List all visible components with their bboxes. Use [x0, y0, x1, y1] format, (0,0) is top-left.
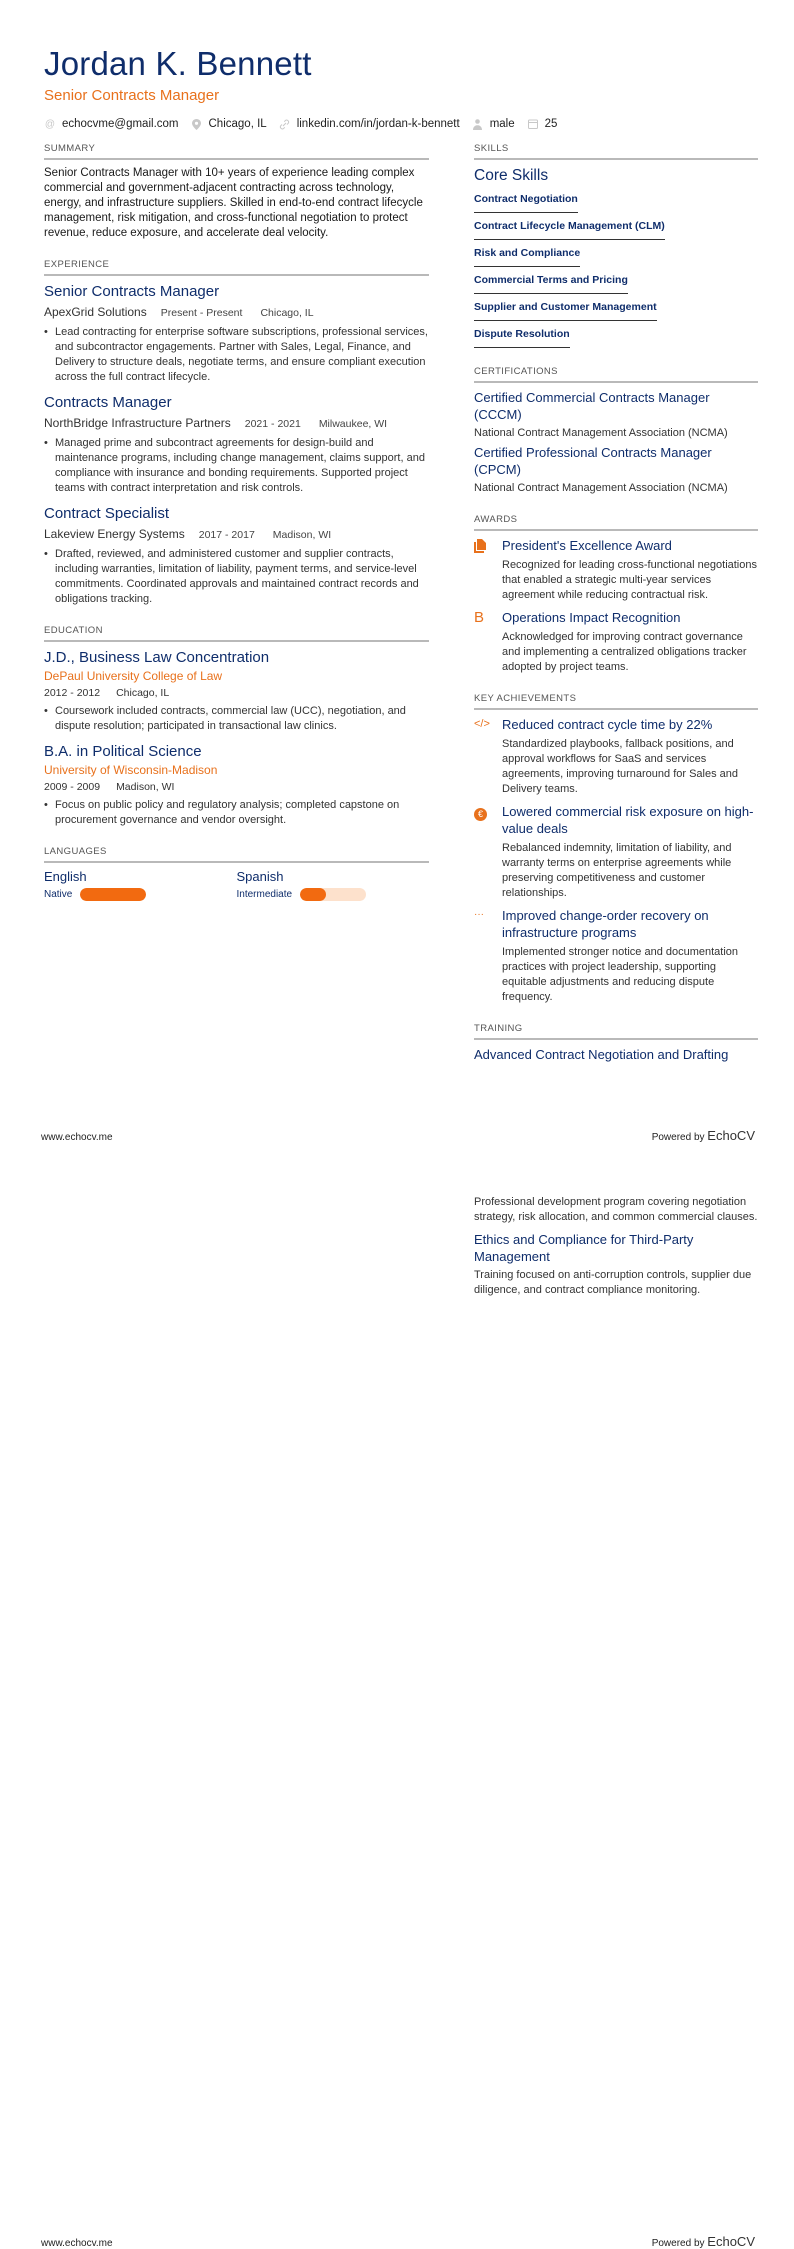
achievement-item [474, 907, 758, 1005]
language-item [44, 869, 237, 901]
award-item [474, 537, 758, 603]
section-heading: CERTIFICATIONS [474, 366, 758, 383]
training-description: Training focused on anti-corruption controls, supplier due diligence, and contract compliance monitoring. [474, 1269, 752, 1296]
location-pin-icon [191, 118, 203, 130]
job-meta [44, 526, 429, 543]
education-entry [44, 648, 429, 734]
ellipsis-icon: ··· [474, 909, 484, 920]
degree-title: J.D., Business Law Concentration [44, 649, 270, 666]
achievements-section [474, 693, 758, 1005]
contact-age [527, 118, 558, 130]
achievement-title: Improved change-order recovery on infrastructure programs [502, 908, 709, 940]
candidate-name: Jordan K. Bennett [44, 45, 312, 82]
section-heading: LANGUAGES [44, 846, 429, 863]
job-title: Senior Contracts Manager [44, 283, 220, 300]
document-icon [474, 537, 502, 603]
at-icon: @ [44, 118, 56, 130]
job-company: ApexGrid Solutions [44, 305, 147, 319]
award-description: Acknowledged for improving contract governance and implementing a centralized obligations tracker adopted by project teams. [502, 631, 747, 673]
job-title: Contract Specialist [44, 505, 170, 522]
certification-title: Certified Commercial Contracts Manager (CCCM) [474, 390, 710, 422]
powered-prefix: Powered by [651, 1132, 705, 1143]
section-heading: SUMMARY [44, 143, 429, 160]
contact-age-value: 25 [544, 118, 558, 130]
skills-group-title: Core Skills [474, 167, 549, 184]
footer-website[interactable]: www.echocv.me [41, 1132, 113, 1143]
education-location: Madison, WI [116, 781, 175, 793]
award-item [474, 609, 758, 675]
language-level: Intermediate [236, 889, 293, 900]
proficiency-fill [300, 888, 326, 901]
education-bullet: • Focus on public policy and regulatory analysis; completed capstone on procurement governance and vendor oversight. [44, 798, 429, 828]
code-icon: </> [474, 718, 490, 730]
section-heading: TRAINING [474, 1023, 758, 1040]
achievement-description: Rebalanced indemnity, limitation of liability, and warranty terms on enterprise agreements while preserving competitiveness and customer relationships. [502, 842, 732, 899]
education-dates: 2009 - 2009 [44, 781, 101, 793]
language-level-row [44, 888, 237, 901]
job-company: NorthBridge Infrastructure Partners [44, 416, 231, 430]
language-item [237, 869, 430, 901]
training-continued [474, 1195, 758, 1298]
achievement-description: Implemented stronger notice and documentation practices with project leadership, supporting equitable adjustments and reducing dispute frequency. [502, 946, 739, 1003]
skill-item: Supplier and Customer Management [474, 300, 657, 321]
language-level: Native [44, 889, 73, 900]
education-meta [44, 780, 429, 794]
skill-item: Risk and Compliance [474, 246, 580, 267]
contact-gender [472, 118, 515, 130]
education-bullet-text: Focus on public policy and regulatory analysis; completed capstone on procurement governance and vendor oversight. [55, 799, 400, 826]
section-heading: EDUCATION [44, 625, 429, 642]
language-name: English [44, 869, 87, 884]
skill-item: Dispute Resolution [474, 327, 570, 348]
section-heading: EXPERIENCE [44, 259, 429, 276]
training-section [474, 1023, 758, 1063]
job-dates: 2021 - 2021 [244, 418, 301, 430]
powered-prefix: Powered by [651, 2238, 705, 2249]
euro-glyph: € [474, 808, 487, 821]
certifications-section [474, 366, 758, 496]
skills-section [474, 143, 758, 348]
contact-linkedin[interactable] [279, 118, 460, 130]
contact-email[interactable] [44, 118, 179, 130]
page-footer [41, 2234, 755, 2249]
degree-title: B.A. in Political Science [44, 743, 202, 760]
language-proficiency-bar [80, 888, 146, 901]
certification-title: Certified Professional Contracts Manager (CPCM) [474, 445, 712, 477]
job-bullet: • Drafted, reviewed, and administered customer and supplier contracts, including warranties, limitation of liability, payment terms, and service-level commitments. Coordinated approvals and maintained contract records and obligations tracking. [44, 547, 429, 607]
footer-website[interactable]: www.echocv.me [41, 2238, 113, 2249]
contact-location [191, 118, 267, 130]
job-meta [44, 415, 429, 432]
education-entry [44, 742, 429, 828]
achievement-item [474, 716, 758, 797]
achievement-item [474, 803, 758, 901]
job-bullet-text: Managed prime and subcontract agreements for design-build and maintenance programs, including change management, claims support, and compliance with insurance and bonding requirements. Supported project teams with contract interpretation and risk controls. [55, 437, 425, 494]
job-bullet: • Lead contracting for enterprise software subscriptions, professional services, and subcontractor engagements. Partner with Sales, Legal, Finance, and Delivery to structure deals, negotiate terms, and ensure compliant execution across the full contract lifecycle. [44, 326, 428, 383]
school-name: DePaul University College of Law [44, 669, 223, 683]
job-dates: Present - Present [160, 307, 243, 319]
skill-item: Commercial Terms and Pricing [474, 273, 628, 294]
job-bullet: • Managed prime and subcontract agreements for design-build and maintenance programs, including change management, claims support, and compliance with insurance and bonding requirements. Supported project teams with contract interpretation and risk controls. [44, 436, 429, 496]
school-name: University of Wisconsin-Madison [44, 763, 218, 777]
job-company: Lakeview Energy Systems [44, 527, 185, 541]
left-column [44, 143, 429, 919]
section-heading: AWARDS [474, 514, 758, 531]
job-location: Madison, WI [272, 529, 332, 541]
contact-row [44, 118, 764, 130]
candidate-title: Senior Contracts Manager [44, 87, 220, 104]
job-bullet-text: Lead contracting for enterprise software subscriptions, professional services, and subcontractor engagements. Partner with Sales, Legal, Finance, and Delivery to structure deals, negotiate terms, and ensure compliant execution across the full contract lifecycle. [55, 326, 428, 383]
contact-linkedin-value: linkedin.com/in/jordan-k-bennett [296, 118, 460, 130]
letter-b-icon: B [474, 609, 485, 626]
footer-powered-by [652, 2234, 755, 2249]
award-title: Operations Impact Recognition [502, 610, 681, 625]
education-location: Chicago, IL [116, 687, 170, 699]
section-heading: KEY ACHIEVEMENTS [474, 693, 758, 710]
job-entry [44, 393, 429, 496]
languages-list [44, 869, 429, 901]
languages-section [44, 846, 429, 901]
job-entry [44, 282, 429, 385]
resume-page-2 [0, 1123, 794, 2249]
achievement-title: Reduced contract cycle time by 22% [502, 717, 713, 732]
certification-org: National Contract Management Association (NCMA) [474, 427, 728, 439]
job-meta [44, 304, 429, 321]
education-bullet: • Coursework included contracts, commercial law (UCC), negotiation, and dispute resolution; participated in transactional law clinics. [44, 704, 429, 734]
job-entry [44, 504, 429, 607]
right-column [474, 143, 758, 1081]
education-section [44, 625, 429, 828]
job-location: Milwaukee, WI [318, 418, 388, 430]
summary-section [44, 143, 429, 241]
job-dates: 2017 - 2017 [198, 529, 255, 541]
awards-section [474, 514, 758, 675]
certification-org: National Contract Management Association (NCMA) [474, 482, 728, 494]
job-location: Chicago, IL [260, 307, 314, 319]
summary-text: Senior Contracts Manager with 10+ years of experience leading complex commercial and government-adjacent contracting across technology, energy, and infrastructure suppliers. Skilled in end-to-end contract lifecycle management, risk mitigation, and cross-functional negotiation to protect revenue, reduce exposure, and accelerate deal velocity. [44, 167, 423, 239]
education-dates: 2012 - 2012 [44, 687, 101, 699]
footer-brand: EchoCV [707, 2234, 755, 2249]
job-bullet-text: Drafted, reviewed, and administered customer and supplier contracts, including warranties, limitation of liability, payment terms, and service-level commitments. Coordinated approvals and maintained contract records and obligations tracking. [55, 548, 419, 605]
euro-coin-icon [474, 803, 502, 901]
training-title: Ethics and Compliance for Third-Party Management [474, 1232, 694, 1264]
contact-location-value: Chicago, IL [208, 118, 267, 130]
section-heading: SKILLS [474, 143, 758, 160]
education-bullet-text: Coursework included contracts, commercial law (UCC), negotiation, and dispute resolution; participated in transactional law clinics. [55, 705, 406, 732]
skill-item: Contract Negotiation [474, 192, 578, 213]
experience-section [44, 259, 429, 607]
language-level-row [237, 888, 430, 901]
job-title: Contracts Manager [44, 394, 172, 411]
contact-email-value: echocvme@gmail.com [62, 118, 179, 130]
person-icon [472, 118, 484, 130]
achievement-title: Lowered commercial risk exposure on high-value deals [502, 804, 754, 836]
contact-gender-value: male [489, 118, 515, 130]
language-proficiency-bar [300, 888, 366, 901]
language-name: Spanish [236, 869, 284, 884]
footer-brand: EchoCV [707, 1128, 755, 1143]
achievement-description: Standardized playbooks, fallback positions, and approval workflows for SaaS and services agreements, improving turnaround for Sales and Delivery teams. [502, 738, 739, 795]
award-title: President's Excellence Award [502, 538, 672, 553]
award-description: Recognized for leading cross-functional negotiations that enabled a strategic multi-year services agreement while reducing contractual risk. [502, 559, 757, 601]
education-meta [44, 686, 429, 700]
proficiency-fill [80, 888, 146, 901]
link-icon [279, 118, 291, 130]
calendar-icon [527, 118, 539, 130]
training-description: Professional development program covering negotiation strategy, risk allocation, and common commercial clauses. [474, 1196, 758, 1223]
training-title: Advanced Contract Negotiation and Drafting [474, 1047, 729, 1062]
resume-header [44, 44, 764, 130]
skill-item: Contract Lifecycle Management (CLM) [474, 219, 665, 240]
